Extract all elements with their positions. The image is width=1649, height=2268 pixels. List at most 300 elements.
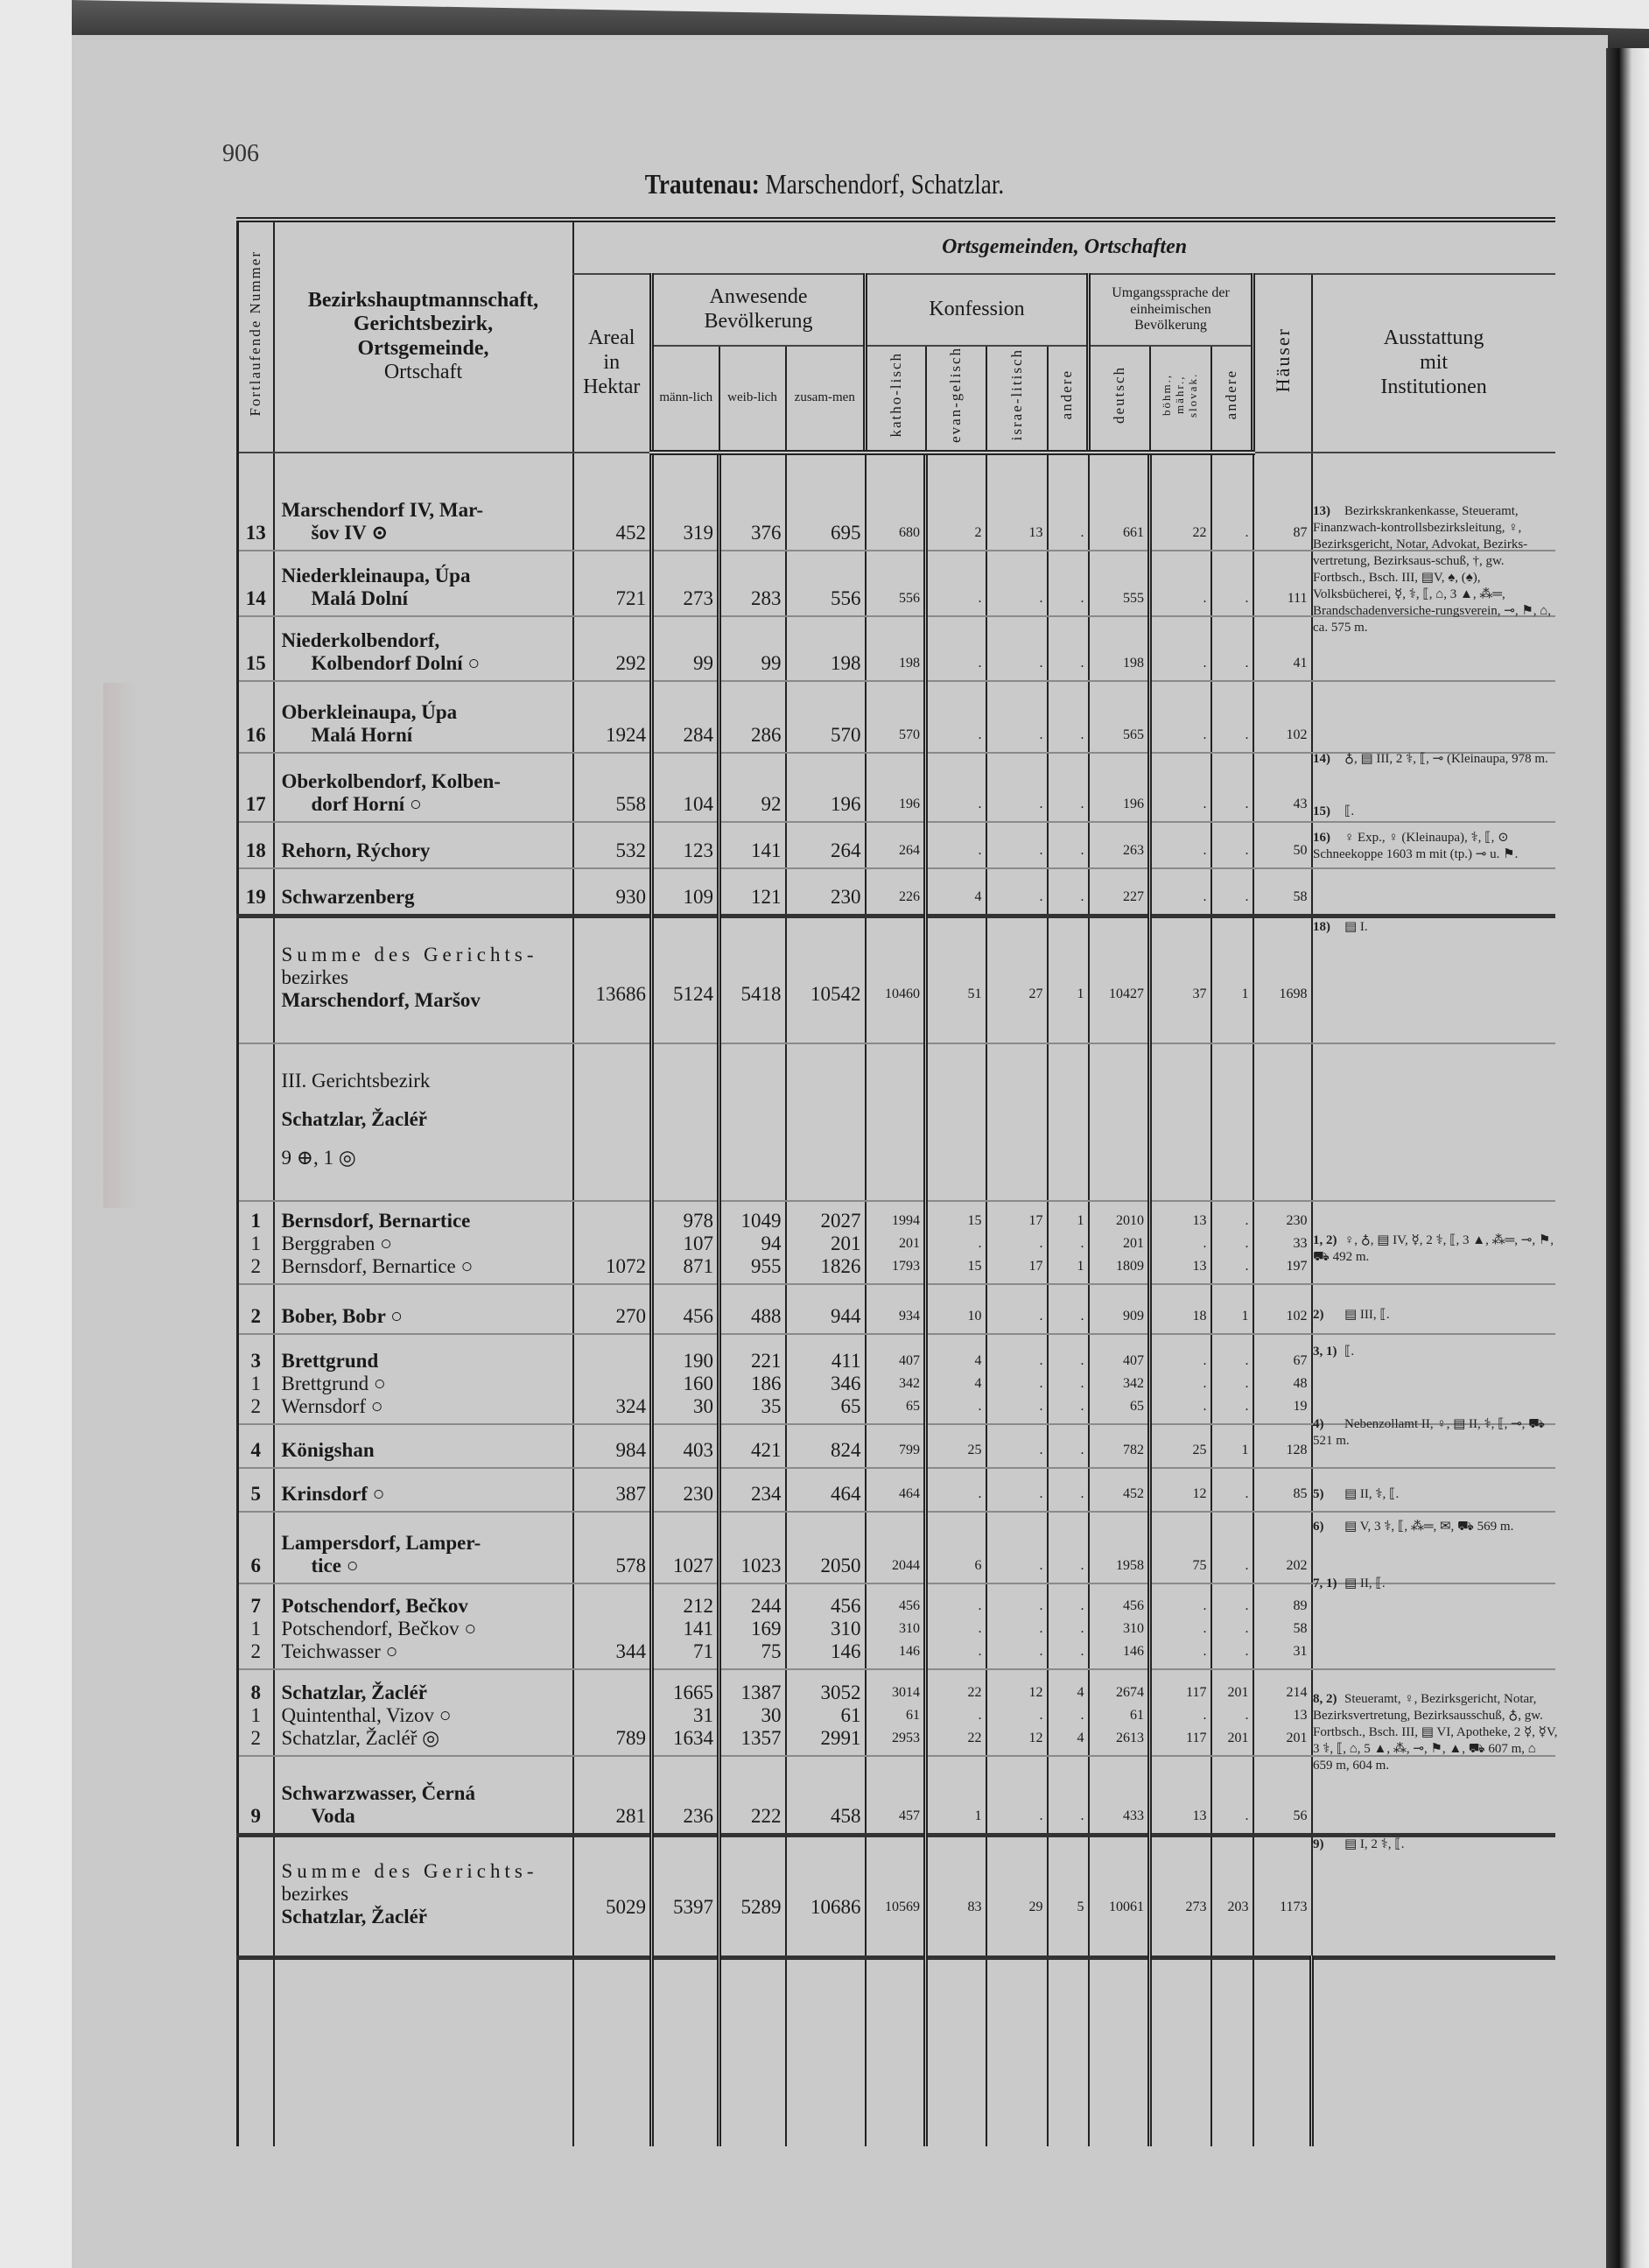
value-cell bbox=[1253, 1334, 1312, 1424]
cell-value: 464 bbox=[899, 1485, 920, 1501]
place-name-line: Schwarzwasser, Černá bbox=[281, 1782, 475, 1804]
cell-value: 230 bbox=[831, 886, 861, 908]
value-cell bbox=[986, 681, 1048, 753]
cell-value: . bbox=[1245, 889, 1249, 904]
cell-value: 18 bbox=[1192, 1308, 1207, 1324]
value-cell bbox=[866, 681, 926, 753]
cell-value: 4 bbox=[974, 1352, 982, 1368]
cell-value: . bbox=[1203, 655, 1207, 671]
value-cell bbox=[1253, 1284, 1312, 1334]
cell-value: 214 bbox=[1286, 1684, 1308, 1700]
value-cell bbox=[786, 681, 866, 753]
value-cell bbox=[719, 1669, 786, 1756]
cell-value: 83 bbox=[967, 1899, 982, 1914]
sub-cell-value: . bbox=[1203, 1707, 1207, 1723]
cell-value: . bbox=[1039, 796, 1043, 811]
sub-cell-value: 201 bbox=[1227, 1730, 1249, 1745]
row-number bbox=[238, 1512, 274, 1583]
value-cell bbox=[1253, 616, 1312, 681]
value-cell bbox=[786, 868, 866, 916]
cell-value: 10569 bbox=[885, 1899, 920, 1914]
cell-value: 99 bbox=[693, 651, 713, 674]
cell-value: . bbox=[1080, 889, 1084, 904]
sub-cell-value: 48 bbox=[1293, 1375, 1308, 1391]
value-cell bbox=[719, 868, 786, 916]
value-cell bbox=[573, 868, 652, 916]
value-cell bbox=[652, 1583, 719, 1669]
institution-note bbox=[1313, 1344, 1558, 1360]
sub-cell-value: 4 bbox=[974, 1375, 982, 1391]
value-cell bbox=[1089, 1669, 1150, 1756]
sub-cell-value: 201 bbox=[899, 1235, 920, 1251]
value-cell bbox=[573, 1043, 652, 1201]
cell-value: 456 bbox=[899, 1597, 920, 1613]
empty-cell bbox=[786, 1958, 866, 2146]
value-cell bbox=[1211, 1836, 1253, 1958]
sub-row-number: 1 bbox=[250, 1232, 261, 1254]
cell-value: 227 bbox=[1123, 889, 1144, 904]
place-name-line: Krinsdorf ○ bbox=[281, 1482, 385, 1505]
cell-value: 234 bbox=[751, 1482, 782, 1505]
sub-cell-value: . bbox=[1039, 1620, 1043, 1636]
value-cell bbox=[1211, 1583, 1253, 1669]
cell-value: 5418 bbox=[740, 982, 782, 1005]
cell-value: 22 bbox=[1192, 524, 1207, 540]
cell-value: . bbox=[1039, 1597, 1043, 1613]
cell-value: 226 bbox=[899, 889, 920, 904]
header-protestant-label: evan-gelisch bbox=[947, 347, 965, 443]
cell-value: 555 bbox=[1123, 590, 1144, 606]
value-cell bbox=[1150, 1284, 1211, 1334]
cell-value: 5289 bbox=[740, 1896, 782, 1918]
cell-value: 488 bbox=[751, 1304, 782, 1327]
cell-value: 978 bbox=[683, 1209, 713, 1232]
value-cell bbox=[1089, 753, 1150, 822]
sub-cell-value: 17 bbox=[1028, 1258, 1043, 1274]
row-number bbox=[238, 916, 274, 1043]
sub-cell-value: . bbox=[978, 1235, 982, 1251]
empty-cell bbox=[274, 1958, 573, 2146]
header-houses-label: Häuser bbox=[1272, 327, 1295, 393]
value-cell bbox=[866, 868, 926, 916]
value-cell bbox=[1089, 551, 1150, 616]
cell-value: 411 bbox=[831, 1349, 861, 1372]
value-cell bbox=[652, 916, 719, 1043]
sub-cell-value: . bbox=[1203, 1643, 1207, 1659]
header-language: Umgangssprache der einheimischen Bevölkerung bbox=[1089, 274, 1253, 346]
header-inst-line: Institutionen bbox=[1380, 375, 1487, 398]
value-cell bbox=[986, 1201, 1048, 1284]
section-label: III. Gerichtsbezirk bbox=[281, 1069, 431, 1092]
header-other-language-label: andere bbox=[1222, 369, 1239, 420]
value-cell bbox=[866, 1669, 926, 1756]
row-number-value: 2 bbox=[250, 1304, 261, 1327]
cell-value: 196 bbox=[831, 792, 861, 815]
place-name-line: Voda bbox=[311, 1805, 355, 1827]
place-name bbox=[274, 1284, 573, 1334]
value-cell bbox=[926, 1284, 986, 1334]
value-cell bbox=[1211, 868, 1253, 916]
value-cell bbox=[986, 753, 1048, 822]
cell-value: 570 bbox=[899, 727, 920, 742]
sub-cell-value: 160 bbox=[683, 1372, 713, 1394]
note-label: 5) bbox=[1313, 1487, 1324, 1501]
value-cell bbox=[1089, 1756, 1150, 1836]
place-name-line: Oberkleinaupa, Úpa bbox=[281, 700, 458, 723]
place-name-line: tice ○ bbox=[311, 1554, 359, 1576]
cell-value: 5029 bbox=[606, 1896, 646, 1918]
summary-label: bezirkes bbox=[281, 1882, 349, 1905]
note-label: 1, 2) bbox=[1313, 1233, 1337, 1247]
value-cell bbox=[1150, 1334, 1211, 1424]
value-cell bbox=[719, 1468, 786, 1512]
value-cell bbox=[866, 1201, 926, 1284]
cell-value: 680 bbox=[899, 524, 920, 540]
cell-value: . bbox=[978, 1485, 982, 1501]
value-cell bbox=[1150, 616, 1211, 681]
cell-value: 270 bbox=[615, 1304, 646, 1327]
sub-cell-value: 2953 bbox=[892, 1730, 920, 1745]
empty-cell bbox=[866, 1958, 926, 2146]
value-cell bbox=[573, 1756, 652, 1836]
value-cell bbox=[1089, 616, 1150, 681]
header-name bbox=[274, 220, 573, 453]
sub-cell-value: 58 bbox=[1293, 1620, 1308, 1636]
value-cell bbox=[866, 916, 926, 1043]
sub-cell-value: 1357 bbox=[740, 1726, 782, 1749]
sub-place-name: Quintenthal, Vizov ○ bbox=[281, 1703, 452, 1726]
value-cell bbox=[1089, 453, 1150, 551]
cell-value: 123 bbox=[683, 839, 713, 861]
value-cell bbox=[926, 1512, 986, 1583]
header-german-label: deutsch bbox=[1111, 365, 1128, 424]
sub-cell-value: 117 bbox=[1186, 1730, 1207, 1745]
cell-value: 433 bbox=[1123, 1808, 1144, 1823]
cell-value: . bbox=[1080, 655, 1084, 671]
value-cell bbox=[652, 822, 719, 868]
cell-value: 67 bbox=[1293, 1352, 1308, 1368]
sub-place-name: Schatzlar, Žacléř ◎ bbox=[281, 1726, 440, 1749]
sub-cell-value: 65 bbox=[1130, 1398, 1144, 1414]
value-cell bbox=[1211, 1756, 1253, 1836]
cell-value: . bbox=[1039, 1808, 1043, 1823]
cell-value: 236 bbox=[683, 1805, 713, 1827]
header-jewish-label: israe-litisch bbox=[1007, 348, 1025, 441]
cell-value: 203 bbox=[1227, 1899, 1249, 1914]
header-czech bbox=[1150, 346, 1211, 453]
value-cell bbox=[926, 1756, 986, 1836]
cell-value: . bbox=[978, 1597, 982, 1613]
cell-value: 22 bbox=[967, 1684, 982, 1700]
value-cell bbox=[786, 1583, 866, 1669]
note-text: Bezirkskrankenkasse, Steueramt, Finanzwach-kontrollsbezirksleitung, ♀, Bezirksgericht, Notar, Advokat, Bezirks-vertretung, Bezirksaus-schuß, †, gw. Fortbsch., Bsch. III, ▤V, ♠, (♠), Volksbücherei, ☿, ⚕, ⟦, ⌂, 3 ▲, ⁂═, Brandschadenversiche-rungsverein, ⊸, ⚑, ⌂, ca. 575 m. bbox=[1313, 504, 1552, 635]
sub-cell-value: . bbox=[1245, 1375, 1249, 1391]
value-cell bbox=[1048, 753, 1089, 822]
sub-cell-value: 30 bbox=[761, 1703, 782, 1726]
sub-cell-value: 146 bbox=[831, 1640, 861, 1662]
cell-value: 407 bbox=[1123, 1352, 1144, 1368]
value-cell bbox=[652, 1424, 719, 1468]
cell-value: 570 bbox=[831, 723, 861, 746]
place-name-line: Kolbendorf Dolní ○ bbox=[311, 651, 481, 674]
cell-value: 3052 bbox=[820, 1681, 861, 1703]
cell-value: . bbox=[978, 796, 982, 811]
cell-value: 12 bbox=[1028, 1684, 1043, 1700]
note-text: ♁, ▤ III, 2 ⚕, ⟦, ⊸ (Kleinaupa, 978 m. bbox=[1344, 752, 1548, 766]
value-cell bbox=[573, 1669, 652, 1756]
value-cell bbox=[986, 916, 1048, 1043]
value-cell bbox=[1150, 1836, 1211, 1958]
sub-cell-value: 15 bbox=[967, 1258, 982, 1274]
value-cell bbox=[573, 681, 652, 753]
sub-cell-value: . bbox=[1203, 1620, 1207, 1636]
cell-value: . bbox=[1245, 1808, 1249, 1823]
value-cell bbox=[866, 1756, 926, 1836]
value-cell bbox=[1089, 1043, 1150, 1201]
cell-value: . bbox=[1039, 889, 1043, 904]
empty-cell bbox=[238, 1958, 274, 2146]
place-name bbox=[274, 681, 573, 753]
value-cell bbox=[1089, 1512, 1150, 1583]
place-name-line: Oberkolbendorf, Kolben- bbox=[281, 769, 501, 792]
summary-label: Summe des Gerichts- bbox=[281, 1859, 538, 1882]
value-cell bbox=[1253, 1836, 1312, 1958]
note-label: 14) bbox=[1313, 752, 1330, 766]
value-cell bbox=[1089, 1836, 1150, 1958]
value-cell bbox=[1150, 551, 1211, 616]
cell-value: 87 bbox=[1293, 524, 1308, 540]
sub-cell-value: 310 bbox=[1123, 1620, 1144, 1636]
row-number-value: 13 bbox=[245, 521, 266, 544]
value-cell bbox=[652, 1284, 719, 1334]
cell-value: . bbox=[1203, 889, 1207, 904]
sub-cell-value: 61 bbox=[840, 1703, 861, 1726]
place-name bbox=[274, 753, 573, 822]
value-cell bbox=[1048, 1669, 1089, 1756]
cell-value: 99 bbox=[761, 651, 782, 674]
sub-cell-value: 1826 bbox=[820, 1254, 861, 1277]
value-cell bbox=[986, 1334, 1048, 1424]
value-cell bbox=[786, 753, 866, 822]
sub-cell-value: . bbox=[1245, 1235, 1249, 1251]
row-number-value: 3 bbox=[250, 1349, 261, 1372]
place-name-line: Brettgrund bbox=[281, 1349, 379, 1372]
summary-label: Summe des Gerichts- bbox=[281, 943, 538, 965]
header-catholic bbox=[866, 346, 926, 453]
cell-value: 1 bbox=[1241, 986, 1249, 1001]
institution-note bbox=[1313, 919, 1558, 936]
sub-cell-value: . bbox=[978, 1398, 982, 1414]
sub-cell-value: 871 bbox=[683, 1254, 713, 1277]
value-cell bbox=[926, 822, 986, 868]
value-cell bbox=[1048, 1836, 1089, 1958]
place-name bbox=[274, 1583, 573, 1669]
row-number-value: 1 bbox=[250, 1209, 261, 1232]
row-number bbox=[238, 1669, 274, 1756]
header-jewish bbox=[986, 346, 1048, 453]
value-cell bbox=[652, 753, 719, 822]
institution-note bbox=[1313, 1691, 1558, 1774]
note-label: 9) bbox=[1313, 1837, 1324, 1851]
value-cell bbox=[786, 1468, 866, 1512]
value-cell bbox=[652, 1334, 719, 1424]
cell-value: 15 bbox=[967, 1212, 982, 1228]
sub-place-name: Berggraben ○ bbox=[281, 1232, 393, 1254]
sub-cell-value: 94 bbox=[761, 1232, 782, 1254]
cell-value: 1665 bbox=[673, 1681, 713, 1703]
empty-cell bbox=[1253, 1958, 1312, 2146]
empty-cell bbox=[1089, 1958, 1150, 2146]
header-german bbox=[1089, 346, 1150, 453]
cell-value: . bbox=[1203, 727, 1207, 742]
value-cell bbox=[1150, 822, 1211, 868]
value-cell bbox=[986, 1284, 1048, 1334]
place-name bbox=[274, 1669, 573, 1756]
value-cell bbox=[926, 868, 986, 916]
value-cell bbox=[986, 1043, 1048, 1201]
place-name-line: Bernsdorf, Bernartice bbox=[281, 1209, 471, 1232]
header-nr bbox=[238, 220, 274, 453]
page-number: 906 bbox=[222, 140, 259, 167]
value-cell bbox=[1048, 822, 1089, 868]
cell-value: 799 bbox=[899, 1442, 920, 1457]
value-cell bbox=[719, 1583, 786, 1669]
value-cell bbox=[926, 681, 986, 753]
sub-cell-value: 61 bbox=[906, 1707, 920, 1723]
cell-value: . bbox=[1080, 1352, 1084, 1368]
cell-value: 824 bbox=[831, 1438, 861, 1461]
cell-value: 789 bbox=[615, 1726, 646, 1749]
empty-cell bbox=[652, 1958, 719, 2146]
sub-cell-value: 197 bbox=[1286, 1258, 1308, 1274]
value-cell bbox=[866, 616, 926, 681]
note-text: ▤ I, 2 ⚕, ⟦. bbox=[1344, 1837, 1405, 1851]
value-cell bbox=[1150, 753, 1211, 822]
note-text: ▤ III, ⟦. bbox=[1344, 1308, 1390, 1322]
sub-cell-value: 4 bbox=[1077, 1730, 1084, 1745]
value-cell bbox=[786, 1201, 866, 1284]
value-cell bbox=[986, 616, 1048, 681]
sub-cell-value: . bbox=[1203, 1235, 1207, 1251]
value-cell bbox=[1211, 616, 1253, 681]
value-cell bbox=[719, 1201, 786, 1284]
value-cell bbox=[573, 1334, 652, 1424]
value-cell bbox=[926, 1583, 986, 1669]
value-cell bbox=[1211, 1468, 1253, 1512]
place-name-line: Bober, Bobr ○ bbox=[281, 1304, 403, 1327]
sub-cell-value: 201 bbox=[831, 1232, 861, 1254]
sub-cell-value: 35 bbox=[761, 1394, 782, 1417]
empty-cell bbox=[986, 1958, 1048, 2146]
cell-value: 661 bbox=[1123, 524, 1144, 540]
cell-value: 4 bbox=[974, 889, 982, 904]
sub-cell-value: 13 bbox=[1192, 1258, 1207, 1274]
cell-value: 403 bbox=[683, 1438, 713, 1461]
cell-value: 1 bbox=[1077, 1212, 1084, 1228]
value-cell bbox=[719, 1424, 786, 1468]
note-text: Nebenzollamt II, ♀, ▤ II, ⚕, ⟦, ⊸, ⛟ 521 m. bbox=[1313, 1417, 1546, 1448]
cell-value: . bbox=[1245, 842, 1249, 858]
note-text: ▤ I. bbox=[1344, 920, 1368, 934]
cell-value: . bbox=[1080, 1442, 1084, 1457]
header-total: zusam-men bbox=[786, 346, 866, 453]
cell-value: 264 bbox=[899, 842, 920, 858]
value-cell bbox=[573, 616, 652, 681]
cell-value: 196 bbox=[899, 796, 920, 811]
value-cell bbox=[926, 616, 986, 681]
row-number-value: 5 bbox=[250, 1482, 261, 1505]
value-cell bbox=[1150, 1043, 1211, 1201]
section-district: Schatzlar, Žacléř bbox=[281, 1107, 428, 1130]
header-nr-label: Fortlaufende Nummer bbox=[247, 250, 264, 417]
cell-value: . bbox=[978, 590, 982, 606]
value-cell bbox=[786, 551, 866, 616]
cell-value: 92 bbox=[761, 792, 782, 815]
institution-note bbox=[1313, 1519, 1558, 1535]
cell-value: . bbox=[1080, 590, 1084, 606]
cell-value: 273 bbox=[683, 586, 713, 609]
value-cell bbox=[986, 453, 1048, 551]
sub-cell-value: 65 bbox=[906, 1398, 920, 1414]
header-protestant bbox=[926, 346, 986, 453]
value-cell bbox=[573, 453, 652, 551]
cell-value: 558 bbox=[615, 792, 646, 815]
cell-value: 930 bbox=[615, 886, 646, 908]
cell-value: 1 bbox=[974, 1808, 982, 1823]
value-cell bbox=[1253, 1512, 1312, 1583]
cell-value: 286 bbox=[751, 723, 782, 746]
header-areal bbox=[573, 274, 652, 453]
cell-value: 12 bbox=[1192, 1485, 1207, 1501]
cell-value: 196 bbox=[1123, 796, 1144, 811]
value-cell bbox=[719, 753, 786, 822]
value-cell bbox=[719, 1043, 786, 1201]
header-catholic-label: katho-lisch bbox=[887, 352, 904, 438]
sub-cell-value: 146 bbox=[899, 1643, 920, 1659]
row-number-value: 8 bbox=[250, 1681, 261, 1703]
sub-cell-value: 1793 bbox=[892, 1258, 920, 1274]
cell-value: . bbox=[1245, 727, 1249, 742]
sub-cell-value: 1809 bbox=[1116, 1258, 1144, 1274]
note-label: 6) bbox=[1313, 1520, 1324, 1534]
cell-value: 13 bbox=[1028, 524, 1043, 540]
cell-value: 457 bbox=[899, 1808, 920, 1823]
value-cell bbox=[573, 822, 652, 868]
cell-value: 102 bbox=[1286, 727, 1308, 742]
sub-cell-value: 310 bbox=[831, 1617, 861, 1640]
cell-value: 1958 bbox=[1116, 1557, 1144, 1573]
cell-value: 41 bbox=[1293, 655, 1308, 671]
sub-cell-value: 12 bbox=[1028, 1730, 1043, 1745]
value-cell bbox=[986, 1836, 1048, 1958]
sub-cell-value: . bbox=[978, 1643, 982, 1659]
value-cell bbox=[1253, 681, 1312, 753]
sub-cell-value: 61 bbox=[1130, 1707, 1144, 1723]
cell-value: 452 bbox=[615, 521, 646, 544]
note-label: 4) bbox=[1313, 1417, 1324, 1431]
cell-value: 934 bbox=[899, 1308, 920, 1324]
sub-cell-value: 65 bbox=[840, 1394, 861, 1417]
note-text: ▤ II, ⚕, ⟦. bbox=[1344, 1487, 1400, 1501]
value-cell bbox=[1048, 551, 1089, 616]
cell-value: 284 bbox=[683, 723, 713, 746]
header-female: weib-lich bbox=[719, 346, 786, 453]
cell-value: . bbox=[1080, 842, 1084, 858]
place-name-line: Schatzlar, Žacléř bbox=[281, 1681, 428, 1703]
note-label: 2) bbox=[1313, 1308, 1324, 1322]
cell-value: 387 bbox=[615, 1482, 646, 1505]
sub-place-name: Wernsdorf ○ bbox=[281, 1394, 383, 1417]
